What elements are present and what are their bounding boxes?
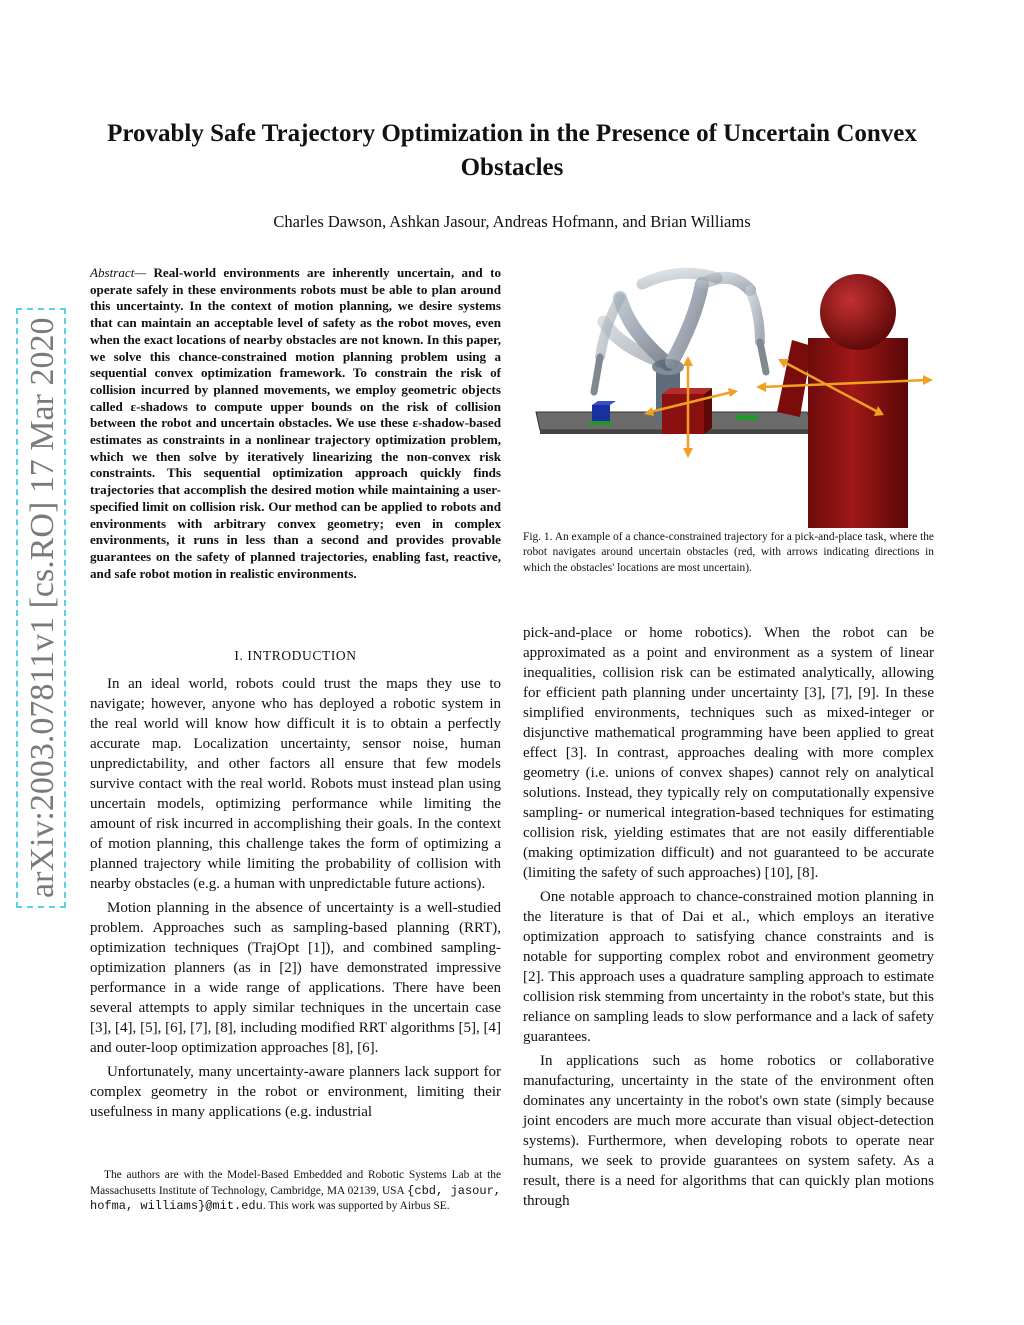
robot-scene-illustration (522, 262, 936, 530)
figure-1 (522, 262, 936, 530)
author-footnote (90, 1168, 501, 1215)
footnote-email[interactable]: {cbd, jasour, hofma, williams}@mit.edu (90, 1183, 501, 1213)
paragraph: Unfortunately, many uncertainty-aware planners lack support for complex geometry in the robot or environment, limiting their usefulness in many applications (e.g. industrial (90, 1064, 501, 1120)
human-obstacle-body (808, 338, 908, 528)
footnote-funding: . This work was supported by Airbus SE. (262, 1200, 450, 1212)
target-cube (592, 405, 610, 421)
author-list: Charles Dawson, Ashkan Jasour, Andreas Hofmann, and Brian Williams (273, 212, 751, 231)
paragraph: One notable approach to chance-constrained motion planning in the literature is that of Dai et al., which employs an iterative optimization approach to satisfying chance constraints and is notable for supporting complex robot and environment geometry [2]. This approach uses a quadrature sampling approach to estimate collision risk stemming from uncertainty in the robot's state, but this reliance on sampling leads to slow performance and a lack of safety guarantees. (523, 889, 934, 1045)
human-obstacle-arm (777, 340, 812, 417)
goal-pad-right (736, 415, 758, 420)
right-column-body (523, 623, 934, 1211)
paragraph: In applications such as home robotics or collaborative manufacturing, uncertainty in the state of the environment often dominates any uncertainty in the robot's own state (simply because joint encoders are much more accurate than visual object-detection systems). Furthermore, when developing robots to operate near humans, we seek to provide guarantees on system safety. As a result, there is a need for algorithms that can quickly plan motions through (523, 1053, 934, 1209)
paragraph: In an ideal world, robots could trust the maps they use to navigate; however, anyone who has deployed a robotic system in the real world will know how difficult it is to obtain a perfectly accurate map. Localization uncertainty, sensor noise, human unpredictability, and other factors all ensure that few models survive contact with the real world. Robots must instead plan using uncertain models, optimizing performance while limiting the amount of risk incurred in accomplishing their goals. In the context of motion planning, this challenge takes the form of optimizing a planned trajectory while limiting the probability of collision with nearby obstacles (e.g. a human with unpredictable future actions). (90, 676, 501, 892)
human-obstacle-head (820, 274, 896, 350)
abstract-text: Real-world environments are inherently uncertain, and to operate safely in these environments robots must be able to plan around this uncertainty. In the context of motion planning, we desire systems that can maintain an acceptable level of safety as the robot moves, even when the exact locations of nearby obstacles are not known. In this paper, we solve this chance-constrained motion planning problem using a sequential convex optimization framework. To constrain the risk of collision incurred by planned movements, we employ geometric objects called ε-shadows to compute upper bounds on the risk of collision between the robot and uncertain obstacles. We use these ε-shadow-based estimates as constraints in a nonlinear trajectory optimization problem, which we then solve by iteratively linearizing the non-convex risk constraints. This sequential optimization approach quickly finds trajectories that accomplish the desired motion while maintaining a user-specified limit on collision risk. Our method can be applied to robots and environments with arbitrary convex geometry; even in complex environments, it runs in less than a second and provides provable guarantees on the safety of planned trajectories, enabling fast, reactive, and safe robot motion in realistic environments. (90, 265, 501, 581)
figure-caption: Fig. 1. An example of a chance-constrained trajectory for a pick-and-place task, where the robot navigates around uncertain obstacles (red, with arrows indicating directions in which the obstacles' locations are most uncertain). (523, 531, 934, 574)
paragraph: Motion planning in the absence of uncertainty is a well-studied problem. Approaches such as sampling-based planning (RRT), optimization techniques (TrajOpt [1]), and combined sampling-optimization planners (as in [2]) have demonstrated impressive performance in a wide range of applications. There have been several attempts to apply similar techniques in the uncertain case [3], [4], [5], [6], [7], [8], including modified RRT algorithms [5], [4] and outer-loop optimization approaches [8], [6]. (90, 900, 501, 1056)
abstract-lead: Abstract— (90, 265, 147, 280)
abstract (90, 265, 501, 582)
arxiv-identifier[interactable]: arXiv:2003.07811v1 [cs.RO] 17 Mar 2020 (16, 308, 66, 908)
section-heading-introduction: I. INTRODUCTION (234, 648, 357, 663)
paragraph: pick-and-place or home robotics). When the robot can be approximated as a point and environment as a system of linear inequalities, collision risk can be estimated analytically, allowing for efficient path planning under uncertainty [3], [7], [9]. In these simplified environments, techniques such as mixed-integer or disjunctive mathematical programming have been applied to great effect [3]. In contrast, approaches dealing with more complex geometry (i.e. unions of convex shapes) cannot rely on analytical solutions. Instead, they typically rely on computationally expensive sampling- or numerical integration-based techniques for estimating collision risk, yielding estimates that are not easily differentiable (making optimization difficult) and not guaranteed to be accurate (limiting the safety of such approaches) [10], [8]. (523, 625, 934, 881)
left-column-body (90, 674, 501, 1122)
footnote-affiliation: The authors are with the Model-Based Embedded and Robotic Systems Lab at the Massachusetts Institute of Technology, Cambridge, MA 02139, USA (90, 1169, 501, 1197)
paper-title: Provably Safe Trajectory Optimization in the Presence of Uncertain Convex Obstacles (107, 120, 917, 181)
